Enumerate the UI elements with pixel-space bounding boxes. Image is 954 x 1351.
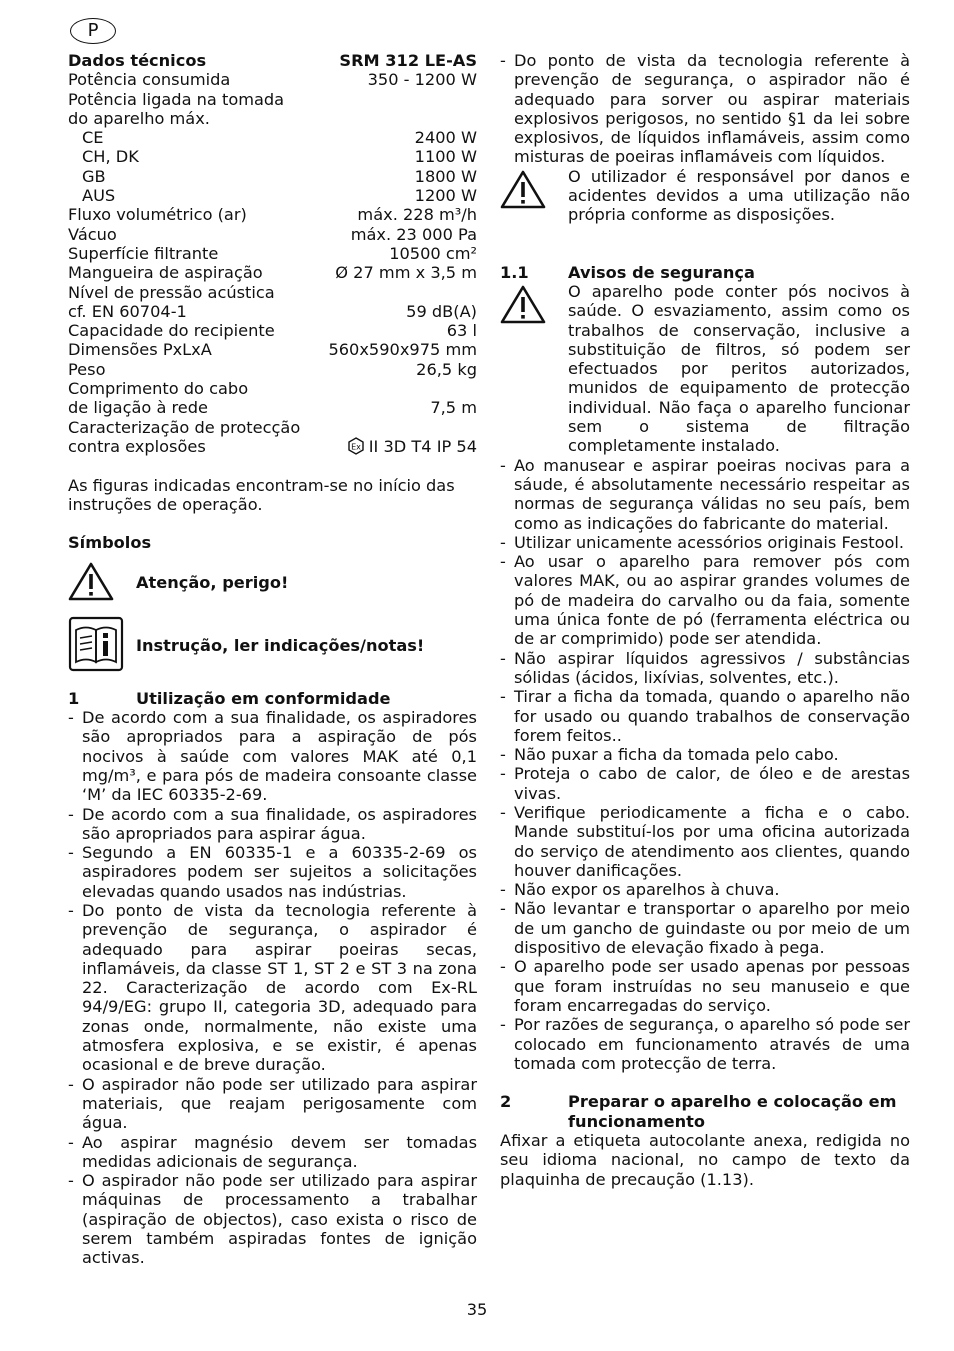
spec-label: CE xyxy=(82,128,104,148)
spec-label: Comprimento do cabo xyxy=(68,379,249,399)
list-item: - Não expor os aparelhos à chuva. xyxy=(500,880,910,899)
section-title: Preparar o aparelho e colocação em funcionamento xyxy=(568,1092,897,1131)
list-item: - Ao aspirar magnésio devem ser tomadas medidas adicionais de segurança. xyxy=(68,1133,477,1172)
responsibility-notice xyxy=(500,167,910,225)
warning-triangle-icon xyxy=(500,169,546,209)
symbol-manual-label: Instrução, ler indicações/notas! xyxy=(136,636,425,656)
warning-triangle-icon xyxy=(500,284,546,324)
list-item: - Do ponto de vista da tecnologia referente à prevenção de segurança, o aspirador é adequado para aspirar poeiras secas, inflamáveis, da classe ST 1, ST 2 e ST 3 na zona 22. Caracterização de acordo com Ex-RL 94/9/EG: grupo II, categoria 3D, adequado para zonas onde, normalmente, não existe uma atmosfera explosiva, e se existir, é apenas ocasional e de breve duração. xyxy=(68,901,477,1075)
page-number: 35 xyxy=(466,1300,488,1319)
section-2-heading xyxy=(500,1092,910,1131)
language-badge: P xyxy=(70,18,116,44)
spec-value: 1800 W xyxy=(414,166,477,186)
safety-warning-text: O aparelho pode conter pós nocivos à saúde. O esvaziamento, assim como os trabalhos de conservação, inclusive a substituição de filtros, só podem ser efectuados por peritos autorizados, munidos de equipamento de protecção individual. Não faça o aparelho funcionar sem o sistema de filtração completamente instalado. xyxy=(568,281,910,456)
spec-value: 560x590x975 mm xyxy=(328,340,477,360)
list-item: - Ao manusear e aspirar poeiras nocivas para a sáude, é absolutamente necessário respeitar as normas de segurança válidas no seu país, bem como as indicações do fabricante do material. xyxy=(500,456,910,533)
symbol-warning-label: Atenção, perigo! xyxy=(136,573,289,593)
section-title: Utilização em conformidade xyxy=(136,688,391,708)
list-item: - Ao usar o aparelho para remover pós com valores MAK, ou ao aspirar grandes volumes de pó de madeira do carvalho ou da faia, somente uma única fonte de pó (ferramenta eléctrica ou de ar comprimido) pode ser atendida. xyxy=(500,552,910,648)
list-item: - Por razões de segurança, o aparelho só pode ser colocado em funcionamento através de uma tomada com protecção de terra. xyxy=(500,1015,910,1073)
spec-label: Peso xyxy=(68,359,106,379)
list-item: - Proteja o cabo de calor, de óleo e de arestas vivas. xyxy=(500,764,910,803)
symbol-manual xyxy=(68,617,477,675)
list-item: - Não puxar a ficha da tomada pelo cabo. xyxy=(500,745,910,764)
spec-value: 1100 W xyxy=(414,147,477,167)
spec-row xyxy=(68,70,477,89)
spec-label: Superfície filtrante xyxy=(68,243,219,263)
spec-label: de ligação à rede xyxy=(68,398,208,418)
list-item: - Tirar a ficha da tomada, quando o aparelho não for usado ou quando trabalhos de conservação forem feitos.. xyxy=(500,687,910,745)
ex-hexagon-icon xyxy=(347,437,365,455)
symbols-heading: Símbolos xyxy=(68,533,152,553)
spec-row xyxy=(68,225,477,244)
spec-value: 10500 cm² xyxy=(389,243,477,263)
model-name: SRM 312 LE-AS xyxy=(339,51,477,70)
responsibility-text: O utilizador é responsável por danos e acidentes devidos a uma utilização não própria conforme as disposições. xyxy=(568,166,910,225)
section-1-heading xyxy=(68,689,477,708)
manual-info-icon xyxy=(68,616,124,672)
section-1-1-list xyxy=(500,456,910,1074)
specs-title: Dados técnicos xyxy=(68,51,207,70)
list-item: - Utilizar unicamente acessórios originais Festool. xyxy=(500,533,910,552)
spec-label: Potência consumida xyxy=(68,70,231,90)
spec-row xyxy=(68,186,477,205)
spec-value: Ø 27 mm x 3,5 m xyxy=(335,263,477,283)
list-item: - O aspirador não pode ser utilizado para aspirar materiais, que reajam perigosamente com água. xyxy=(68,1075,477,1133)
section-number: 1 xyxy=(68,688,80,708)
figures-note: As figuras indicadas encontram-se no início das instruções de operação. xyxy=(68,475,455,514)
spec-value: 1200 W xyxy=(414,186,477,206)
safety-warning xyxy=(500,282,910,456)
list-item: - O aspirador não pode ser utilizado para aspirar máquinas de processamento a trabalhar (aspiração de objectos), caso exista o risco de serem também aspiradas fontes de ignição activas. xyxy=(68,1171,477,1267)
spec-label: contra explosões xyxy=(68,436,206,456)
spec-value: 26,5 kg xyxy=(416,359,477,379)
list-item: - Não aspirar líquidos agressivos / substâncias sólidas (ácidos, lixívias, solventes, etc.). xyxy=(500,649,910,688)
spec-row xyxy=(68,437,477,456)
specs-header xyxy=(68,51,477,70)
spec-label: Potência ligada na tomada xyxy=(68,89,285,109)
spec-row xyxy=(68,128,477,147)
spec-value: 7,5 m xyxy=(430,398,477,418)
symbol-warning xyxy=(68,563,477,603)
spec-row xyxy=(68,205,477,224)
spec-label: do aparelho máx. xyxy=(68,108,210,128)
explosion-class: II 3D T4 IP 54 xyxy=(368,436,477,456)
list-item: - De acordo com a sua finalidade, os aspiradores são apropriados para a aspiração de pós nocivos à saúde com valores MAK até 0,1 mg/m³, e para pós de madeira consoante classe ‘M’ da IEC 60335-2-69. xyxy=(68,708,477,804)
spec-row xyxy=(68,147,477,166)
spec-label: cf. EN 60704-1 xyxy=(68,301,187,321)
section-2-text: Afixar a etiqueta autocolante anexa, redigida no seu idioma nacional, no campo de texto da plaquinha de precaução (1.13). xyxy=(500,1131,910,1189)
spec-value: 2400 W xyxy=(414,128,477,148)
spec-row xyxy=(68,340,477,359)
svg-text:Ex: Ex xyxy=(350,442,361,452)
warning-triangle-icon xyxy=(68,561,114,601)
section-number: 1.1 xyxy=(500,262,529,282)
spec-row xyxy=(68,398,477,417)
spec-row xyxy=(68,321,477,340)
spec-value: 350 - 1200 W xyxy=(367,70,477,90)
left-column xyxy=(68,51,477,1268)
list-item: - De acordo com a sua finalidade, os aspiradores são apropriados para aspirar água. xyxy=(68,805,477,844)
spec-label: GB xyxy=(82,166,106,186)
section-title: Avisos de segurança xyxy=(568,262,755,282)
spec-label: CH, DK xyxy=(82,147,139,167)
spec-label: Capacidade do recipiente xyxy=(68,321,275,341)
spec-row xyxy=(68,244,477,263)
spec-label: Dimensões PxLxA xyxy=(68,340,212,360)
spec-label: Fluxo volumétrico (ar) xyxy=(68,205,247,225)
spec-row xyxy=(68,360,477,379)
spec-value: máx. 228 m³/h xyxy=(357,205,477,225)
list-item: - O aparelho pode ser usado apenas por pessoas que foram instruídas no seu manuseio e que foram encarregadas do serviço. xyxy=(500,957,910,1015)
section-1-list xyxy=(68,708,477,1268)
spec-value: 63 l xyxy=(446,321,477,341)
spec-value: máx. 23 000 Pa xyxy=(350,224,477,244)
spec-label: Vácuo xyxy=(68,224,117,244)
spec-label: Nível de pressão acústica xyxy=(68,282,275,302)
list-item: - Segundo a EN 60335-1 e a 60335-2-69 os aspiradores podem ser sujeitos a solicitações elevadas quando usados nas indústrias. xyxy=(68,843,477,901)
section-1-1-heading xyxy=(500,263,910,282)
section-number: 2 xyxy=(500,1092,512,1112)
spec-label: Mangueira de aspiração xyxy=(68,263,263,283)
list-item: - Verifique periodicamente a ficha e o cabo. Mande substituí-los por uma oficina autorizada do serviço de atendimento aos clientes, quando houver danificações. xyxy=(500,803,910,880)
spec-row xyxy=(68,302,477,321)
spec-value: 59 dB(A) xyxy=(406,301,477,321)
spec-label: Caracterização de protecção xyxy=(68,417,301,437)
right-column xyxy=(500,51,910,1189)
list-item: - Não levantar e transportar o aparelho por meio de um gancho de guindaste ou por meio de um dispositivo de elevação fixado à pega. xyxy=(500,899,910,957)
spec-label: AUS xyxy=(82,186,116,206)
section-1-list-continued xyxy=(500,51,910,167)
spec-row xyxy=(68,167,477,186)
list-item: - Do ponto de vista da tecnologia referente à prevenção de segurança, o aspirador não é adequado para sorver ou aspirar materiais explosivos perigosos, no sentido §1 da lei sobre explosivos, de líquidos inflamáveis, assim como misturas de poeiras inflamáveis com líquidos. xyxy=(500,51,910,167)
spec-row xyxy=(68,263,477,282)
spec-value xyxy=(347,437,477,456)
